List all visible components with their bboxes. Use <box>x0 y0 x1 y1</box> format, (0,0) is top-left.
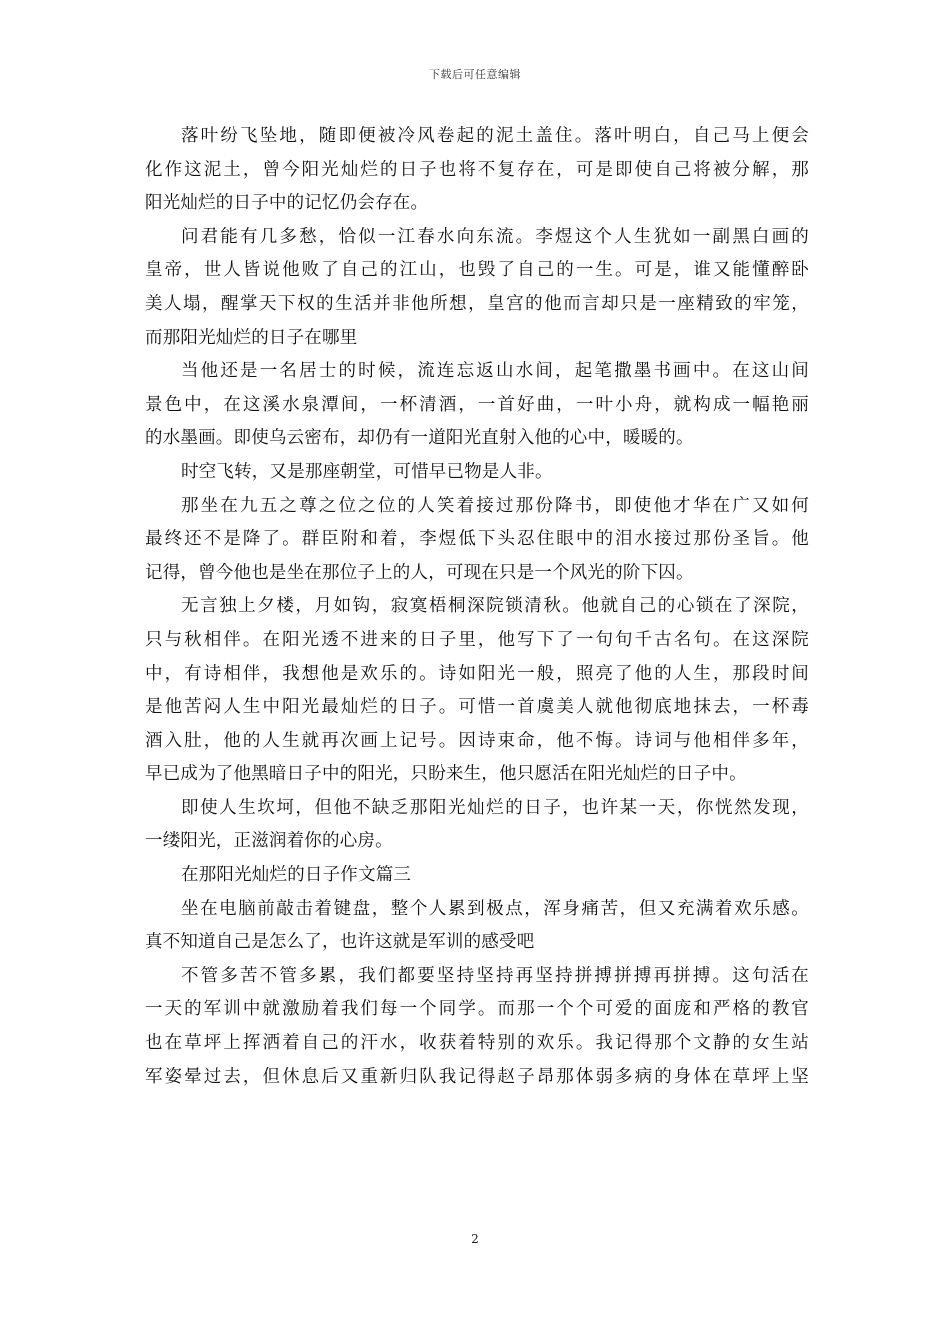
page-header: 下载后可任意编辑 <box>429 68 521 81</box>
text-line: 记得，曾今他也是坐在那位子上的人，可现在只是一个风光的阶下囚。 <box>145 562 694 583</box>
text-line: 美人塌，醒掌天下权的生活并非他所想，皇宫的他而言却只是一座精致的牢笼， <box>145 293 809 314</box>
text-line: 不管多苦不管多累，我们都要坚持坚持再坚持拼搏拼搏再拼搏。这句活在 <box>181 965 809 986</box>
text-line: 问君能有几多愁，恰似一江春水向东流。李煜这个人生犹如一副黑白画的 <box>181 226 809 247</box>
text-line: 在那阳光灿烂的日子作文篇三 <box>181 865 412 886</box>
text-line: 当他还是一名居士的时候，流连忘返山水间，起笔撒墨书画中。在这山间 <box>181 361 809 382</box>
text-line: 落叶纷飞坠地，随即便被冷风卷起的泥土盖住。落叶明白，自己马上便会 <box>181 126 809 146</box>
text-line: 景色中，在这溪水泉潭间，一杯清酒，一首好曲，一叶小舟，就构成一幅艳丽 <box>145 394 809 415</box>
text-line: 坐在电脑前敲击着键盘，整个人累到极点，浑身痛苦，但又充满着欢乐感。 <box>181 898 809 919</box>
text-line: 而那阳光灿烂的日子在哪里 <box>145 327 358 348</box>
text-line: 中，有诗相伴，我想他是欢乐的。诗如阳光一般，照亮了他的人生，那段时间 <box>145 663 809 684</box>
text-line: 皇帝，世人皆说他败了自己的江山，也毁了自己的一生。可是，谁又能懂醉卧 <box>145 260 809 281</box>
text-line: 时空飞转，又是那座朝堂，可惜早已物是人非。 <box>181 461 553 482</box>
text-line: 酒入肚，他的人生就再次画上记号。因诗束命，他不悔。诗词与他相伴多年， <box>145 730 809 751</box>
text-line: 的水墨画。即使乌云密布，却仍有一道阳光直射入他的心中，暖暖的。 <box>145 428 694 449</box>
text-line: 一天的军训中就激励着我们每一个同学。而那一个个可爱的面庞和严格的教官 <box>145 999 809 1020</box>
text-line: 阳光灿烂的日子中的记忆仍会存在。 <box>145 193 429 214</box>
text-line: 一缕阳光，正滋润着你的心房。 <box>145 831 393 852</box>
text-line: 真不知道自己是怎么了，也许这就是军训的感受吧 <box>145 932 535 953</box>
text-line: 军姿晕过去，但休息后又重新归队我记得赵子昂那体弱多病的身体在草坪上坚 <box>145 1066 809 1087</box>
text-line: 只与秋相伴。在阳光透不进来的日子里，他写下了一句句千古名句。在这深院 <box>145 629 809 650</box>
text-line: 那坐在九五之尊之位之位的人笑着接过那份降书，即使他才华在广又如何 <box>181 495 809 516</box>
text-line: 早已成为了他黑暗日子中的阳光，只盼来生，他只愿活在阳光灿烂的日子中。 <box>145 764 747 785</box>
document-body <box>145 120 809 1094</box>
text-line: 也在草坪上挥洒着自己的汗水，收获着特别的欢乐。我记得那个文静的女生站 <box>145 1033 809 1054</box>
text-line: 化作这泥土，曾今阳光灿烂的日子也将不复存在，可是即使自己将被分解，那 <box>145 159 809 180</box>
text-line: 即使人生坎坷，但他不缺乏那阳光灿烂的日子，也许某一天，你恍然发现， <box>181 797 809 818</box>
text-line: 无言独上夕楼，月如钩，寂寞梧桐深院锁清秋。他就自己的心锁在了深院， <box>181 596 809 617</box>
text-line: 最终还不是降了。群臣附和着，李煜低下头忍住眼中的泪水接过那份圣旨。他 <box>145 529 809 550</box>
text-line: 是他苦闷人生中阳光最灿烂的日子。可惜一首虞美人就他彻底地抹去，一杯毒 <box>145 697 809 718</box>
page-number: 2 <box>471 1232 479 1246</box>
